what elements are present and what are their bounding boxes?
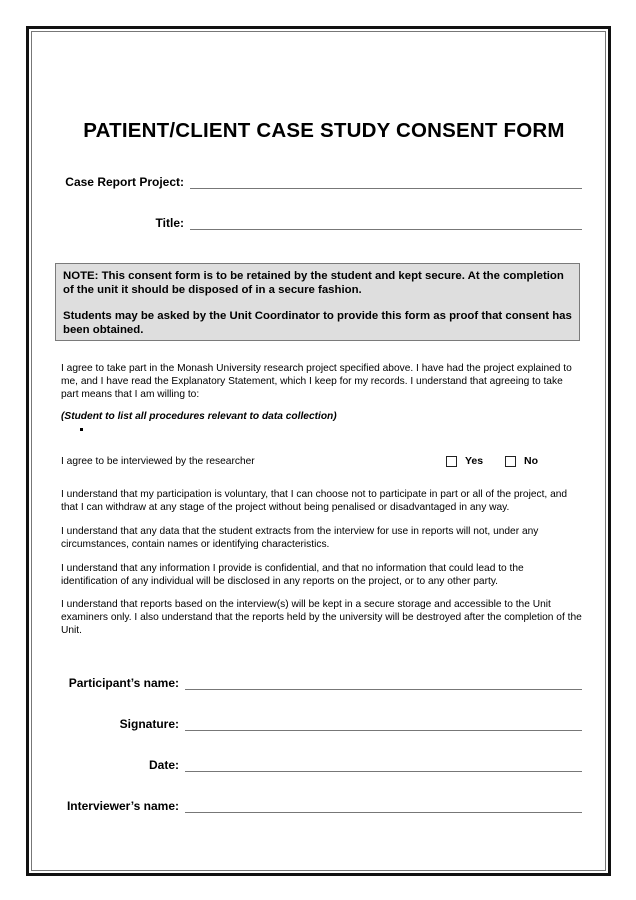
participant-name-label: Participant’s name:	[68, 676, 179, 690]
title-field[interactable]	[190, 216, 582, 230]
note-box	[55, 263, 580, 341]
statement-voluntary: I understand that my participation is voluntary, that I can choose not to participate in part or all of the project, and that I can withdraw at any stage of the project without being penalised or disadvantaged in any way.	[61, 489, 568, 513]
case-report-project-row	[55, 175, 582, 189]
date-row	[55, 758, 582, 772]
signature-row	[55, 717, 582, 731]
statement-data-anonymity: I understand that any data that the student extracts from the interview for use in reports will not, under any circumstances, contain names or identifying characteristics.	[61, 526, 539, 550]
intro-paragraph: I agree to take part in the Monash University research project specified above. I have had the project explained to me, and I have read the Explanatory Statement, which I keep for my records. I understand that agreeing to take part means that I am willing to:	[61, 363, 572, 400]
note-retention-text: NOTE: This consent form is to be retained by the student and kept secure. At the completion of the unit it should be disposed of in a secure fashion.	[63, 270, 564, 296]
no-label: No	[524, 455, 538, 467]
no-option[interactable]	[505, 455, 538, 467]
title-row	[55, 216, 582, 230]
procedures-instruction: (Student to list all procedures relevant to data collection)	[61, 411, 337, 422]
date-label: Date:	[148, 758, 179, 772]
participant-name-row	[55, 676, 582, 690]
title-label: Title:	[155, 216, 184, 230]
interviewer-name-label: Interviewer’s name:	[66, 799, 179, 813]
page-border	[26, 26, 611, 876]
note-proof-text: Students may be asked by the Unit Coordinator to provide this form as proof that consent has been obtained.	[63, 310, 572, 336]
statement-storage: I understand that reports based on the interview(s) will be kept in a secure storage and accessible to the Unit examiners only. I also understand that the reports held by the university will be destroyed after the completion of the Unit.	[61, 599, 582, 636]
form-title: PATIENT/CLIENT CASE STUDY CONSENT FORM	[83, 119, 565, 142]
date-field[interactable]	[185, 758, 582, 772]
no-checkbox[interactable]	[505, 456, 516, 467]
interview-consent-statement: I agree to be interviewed by the researcher	[61, 456, 255, 467]
interviewer-name-row	[55, 799, 582, 813]
signature-field[interactable]	[185, 717, 582, 731]
statement-confidentiality: I understand that any information I provide is confidential, and that no information that could lead to the identification of any individual will be disclosed in any reports on the project, or to any other party.	[61, 563, 524, 587]
yes-checkbox[interactable]	[446, 456, 457, 467]
case-report-project-field[interactable]	[190, 175, 582, 189]
yes-label: Yes	[465, 455, 484, 467]
participant-name-field[interactable]	[185, 676, 582, 690]
procedure-bullet-icon	[80, 428, 83, 431]
page-border-inner	[31, 31, 606, 871]
case-report-project-label: Case Report Project:	[65, 175, 184, 189]
signature-label: Signature:	[119, 717, 179, 731]
yes-option[interactable]	[446, 455, 483, 467]
interviewer-name-field[interactable]	[185, 799, 582, 813]
